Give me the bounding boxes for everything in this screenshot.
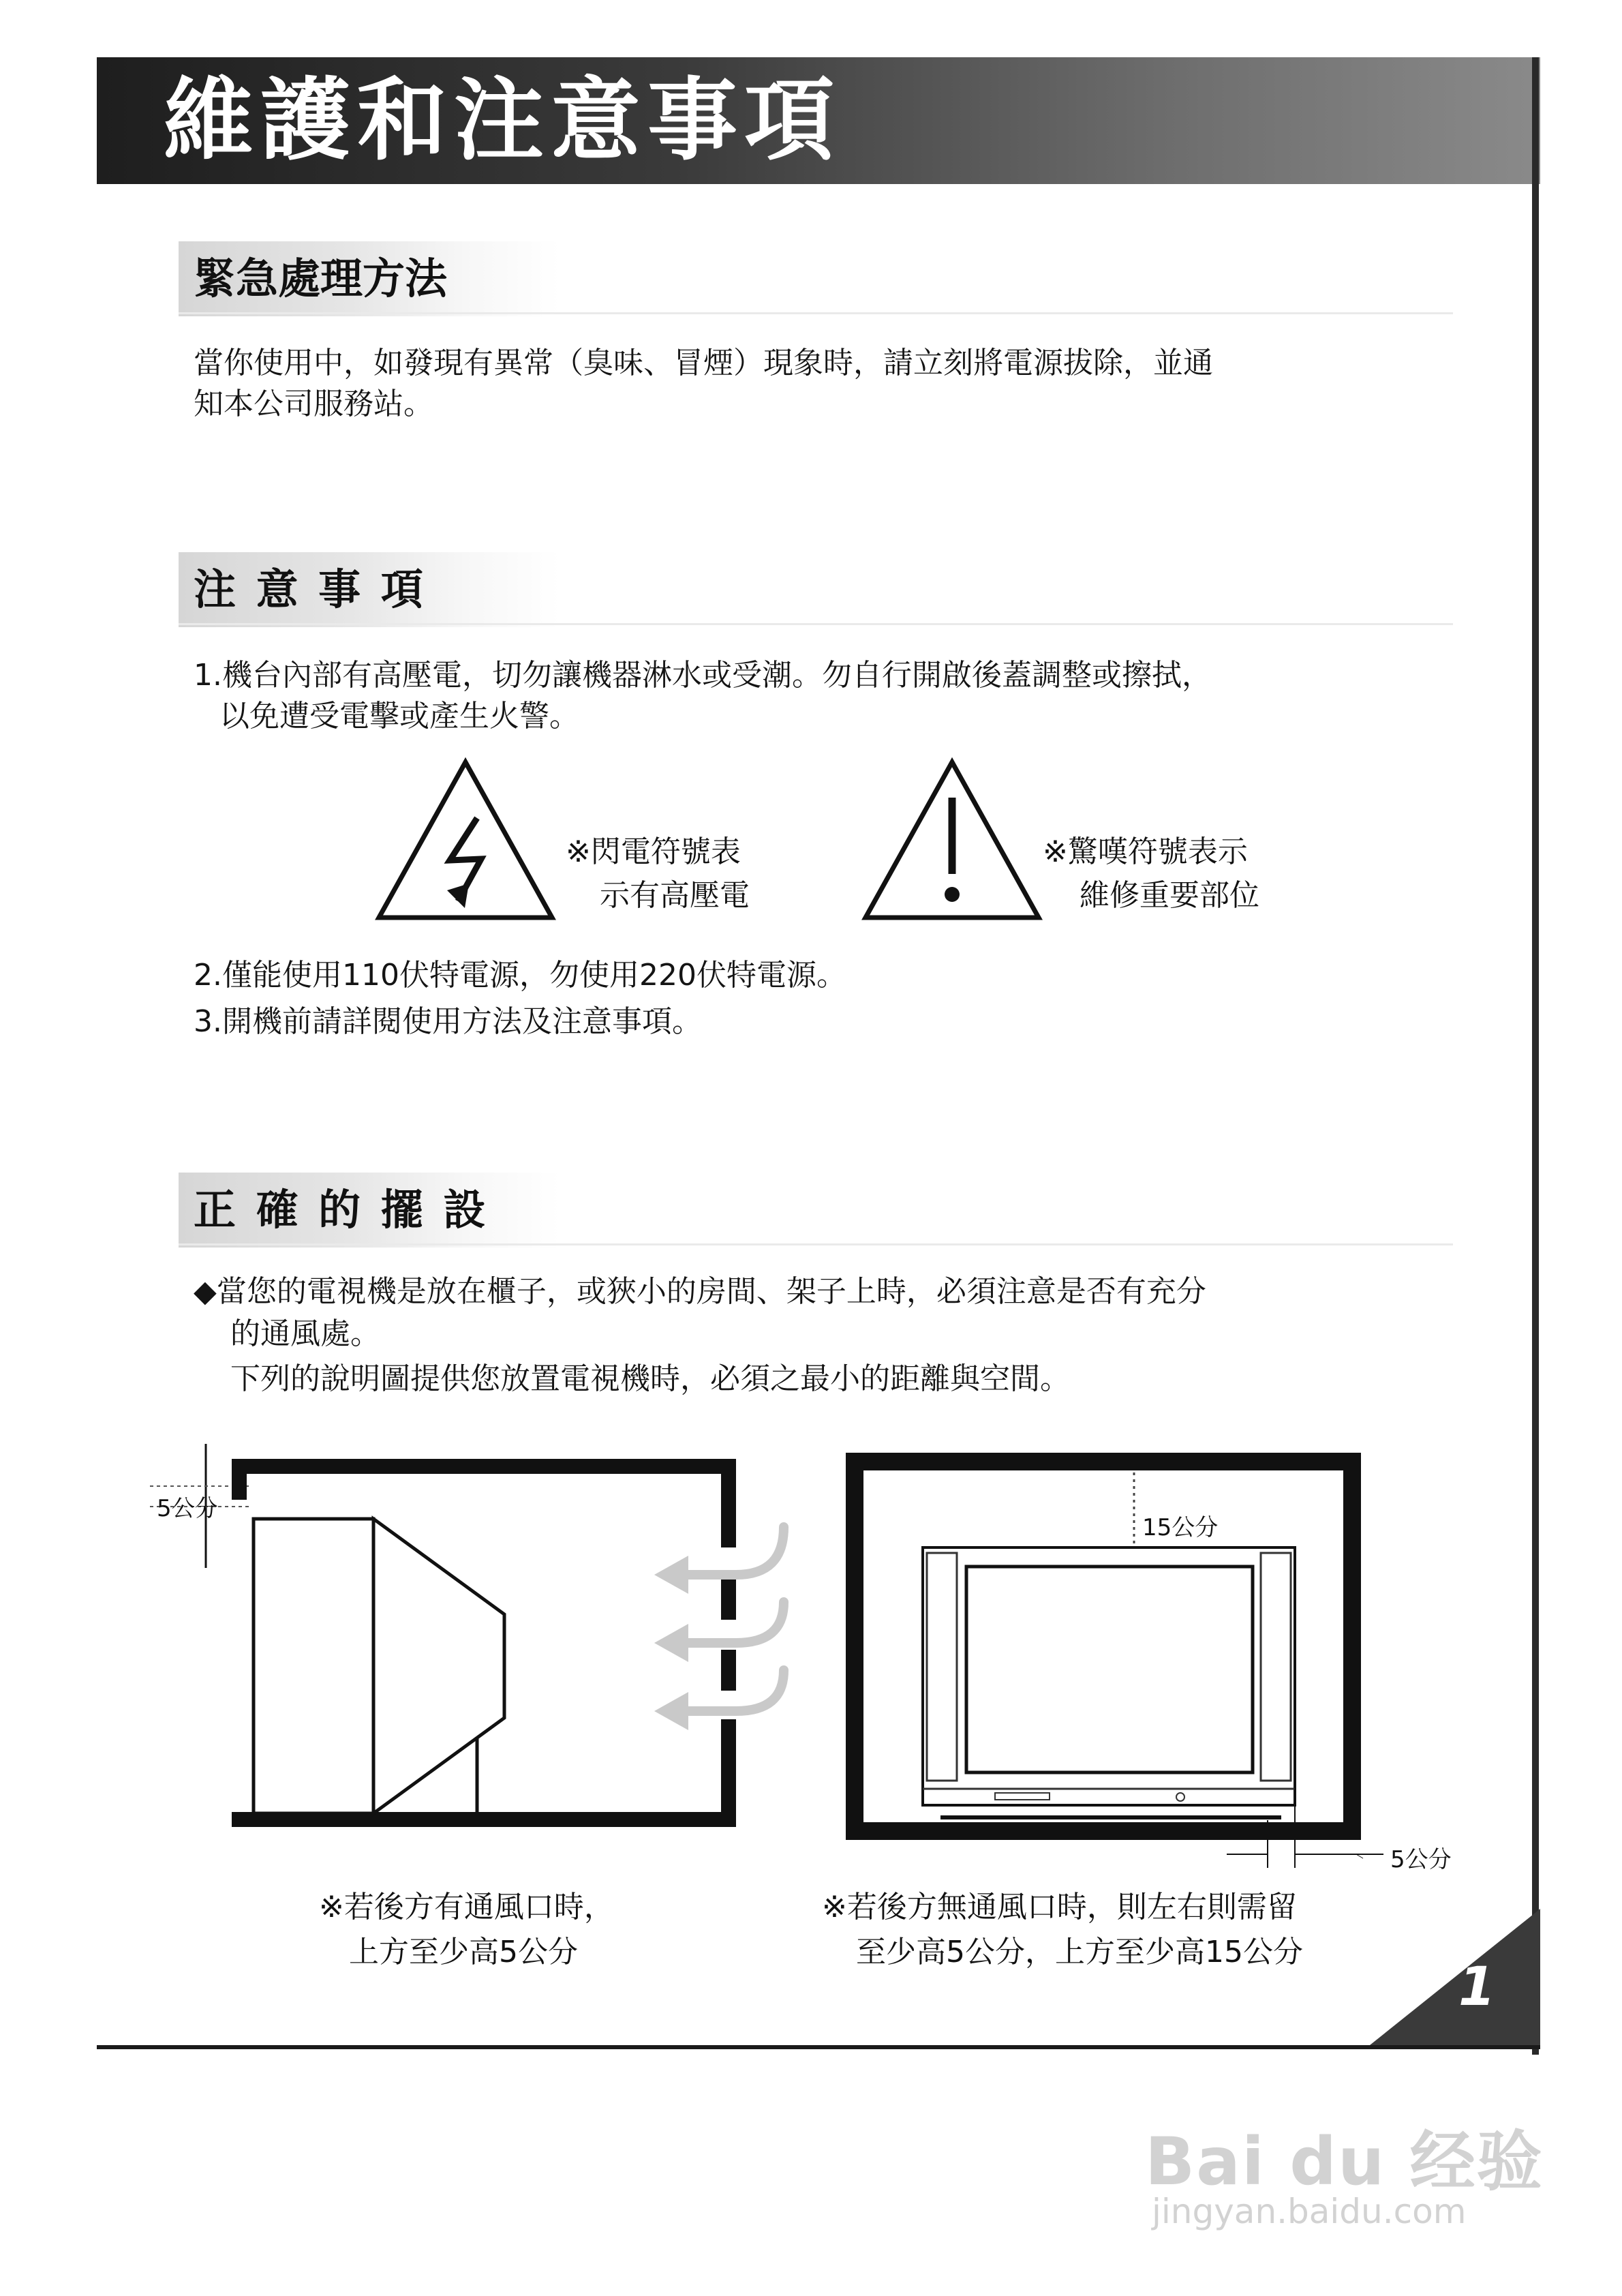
page-bottom-line [97,2045,1540,2049]
emergency-line-1: 當你使用中，如發現有異常（臭味、冒煙）現象時，請立刻將電源拔除，並通 [194,346,1213,380]
emergency-heading: 緊急處理方法 [194,254,448,303]
placement-rule [179,1243,1453,1245]
exclamation-caption-2: 維修重要部位 [1080,878,1259,913]
left-top-gap-label: 5公分 [157,1495,218,1522]
right-caption-2: 至少高5公分，上方至少高15公分 [856,1935,1303,1969]
page-number-corner [1370,1909,1540,2045]
lightning-caption-2: 示有高壓電 [600,878,750,913]
emergency-line-2: 知本公司服務站。 [194,387,433,421]
left-caption-1: ※若後方有通風口時， [319,1890,614,1924]
right-top-gap-label: 15公分 [1142,1514,1219,1541]
page-title: 維護和注意事項 [164,68,841,173]
exclamation-caption-1: ※驚嘆符號表示 [1043,834,1248,869]
rear-vent-diagram [150,1438,811,1861]
lightning-caption-1: ※閃電符號表 [566,834,741,869]
page-right-border [1532,57,1539,2055]
exclamation-warning-icon [860,757,1044,924]
right-caption-1: ※若後方無通風口時，則左右則需留 [822,1890,1297,1924]
caution-rule [179,623,1453,625]
emergency-rule [179,312,1453,314]
caution-item-1-line-2: 以免遭受電擊或產生火警。 [219,699,579,734]
right-side-gap-label: 5公分 [1390,1846,1452,1873]
baidu-watermark-logo: Bai du 经验 [1145,2124,1544,2200]
lightning-warning-icon [373,757,557,924]
caution-heading: 注 意 事 項 [194,564,426,614]
caution-item-2: 2.僅能使用110伏特電源，勿使用220伏特電源。 [194,958,846,993]
placement-line-3: 下列的說明圖提供您放置電視機時，必須之最小的距離與空間。 [230,1361,1070,1396]
caution-item-3: 3.開機前請詳閱使用方法及注意事項。 [194,1004,702,1039]
baidu-watermark-url: jingyan.baidu.com [1152,2192,1467,2231]
placement-heading: 正 確 的 擺 設 [194,1185,489,1235]
caution-item-1-line-1: 1.機台內部有高壓電，切勿讓機器淋水或受潮。勿自行開啟後蓋調整或擦拭， [194,658,1212,693]
left-caption-2: 上方至少高5公分 [349,1935,578,1969]
placement-line-2: 的通風處。 [230,1316,380,1351]
page-number: 1 [1458,1957,1496,2018]
placement-line-1: ◆當您的電視機是放在櫃子，或狹小的房間、架子上時，必須注意是否有充分 [194,1274,1206,1309]
